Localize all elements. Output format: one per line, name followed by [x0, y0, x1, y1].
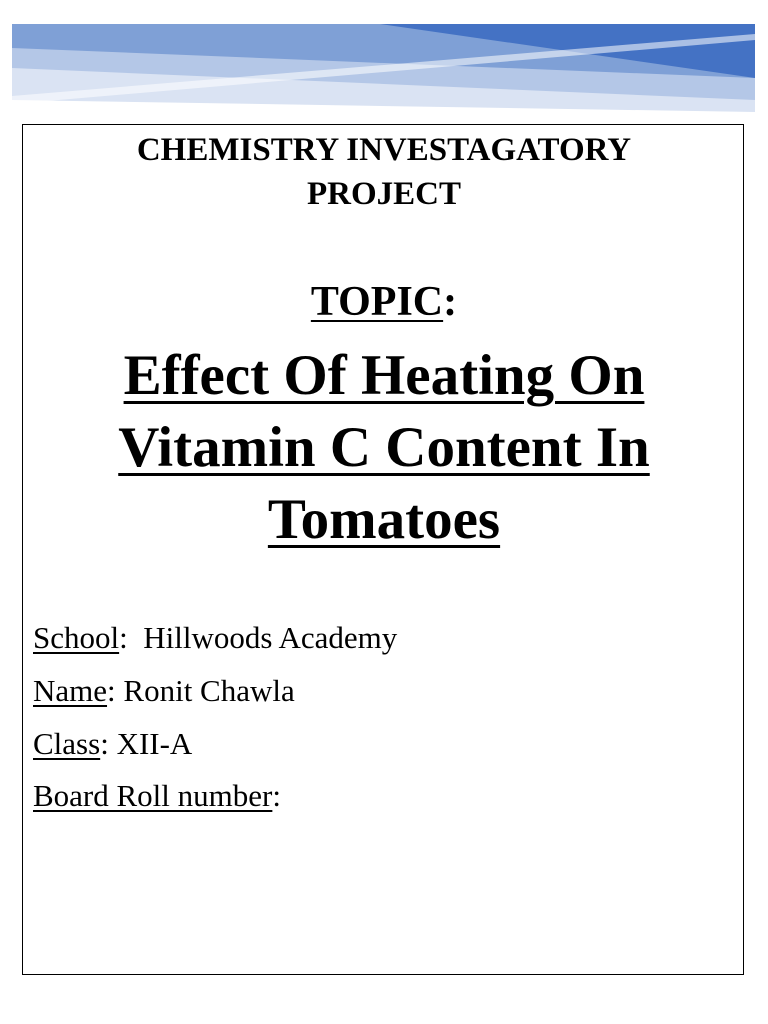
project-title-line-1: CHEMISTRY INVESTAGATORY [136, 132, 632, 168]
class-label: Class [33, 726, 101, 761]
class-value: XII-A [116, 726, 193, 761]
school-line [33, 618, 397, 658]
header-banner [0, 0, 768, 140]
topic-label: TOPIC [310, 279, 444, 325]
topic-title-line-3: Tomatoes [267, 488, 501, 551]
name-value: Ronit Chawla [123, 673, 295, 708]
project-title-line-2: PROJECT [306, 176, 461, 212]
school-separator: : [119, 620, 144, 655]
board-roll-label: Board Roll number [33, 778, 273, 813]
name-label: Name [33, 673, 108, 708]
name-separator: : [107, 673, 124, 708]
topic-heading [0, 276, 768, 328]
project-title [0, 128, 768, 216]
class-separator: : [100, 726, 117, 761]
topic-title-line-1: Effect Of Heating On [123, 344, 645, 407]
school-value: Hillwoods Academy [143, 620, 398, 655]
board-roll-separator: : [272, 778, 281, 813]
topic-title [0, 340, 768, 556]
name-line [33, 671, 295, 711]
topic-title-line-2: Vitamin C Content In [118, 416, 650, 479]
class-line [33, 724, 192, 764]
board-roll-line [33, 776, 281, 816]
school-label: School [33, 620, 120, 655]
topic-colon: : [443, 279, 458, 325]
